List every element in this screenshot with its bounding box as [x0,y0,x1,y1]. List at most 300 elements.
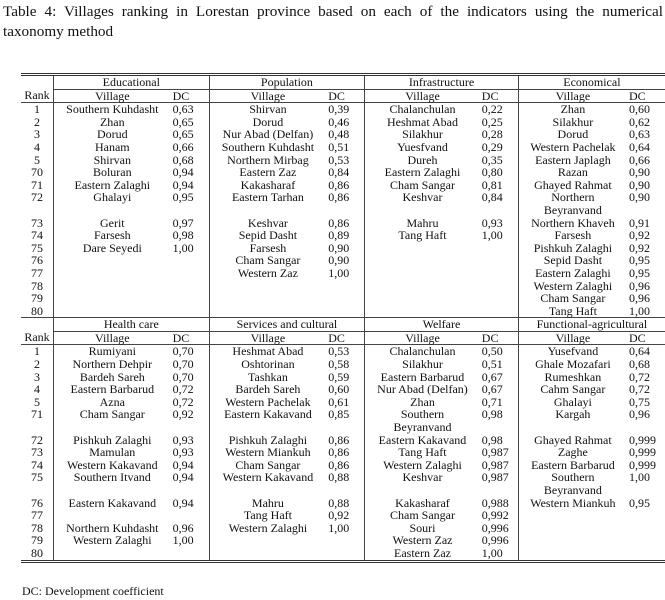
dc-cell: 0,53 [326,345,365,358]
rank-cell: 79 [21,292,54,305]
table-row [21,141,665,154]
village-cell: Dare Seyedi [82,240,142,255]
village-cell [209,534,326,547]
dc-cell: 1,00 [326,267,365,280]
village-cell: Cham Sangar [235,253,301,268]
dc-cell: 0,25 [480,116,519,129]
village-cell: Bardeh Sareh [235,382,301,397]
rank-cell: 3 [21,371,54,384]
dc-header: DC [627,331,665,345]
dc-cell: 0,59 [326,371,365,384]
village-cell: Tang Haft [243,508,292,523]
village-cell: Dorud [96,127,128,142]
dc-cell: 0,98 [171,229,210,242]
rank-cell: 2 [21,358,54,371]
village-cell [365,267,480,280]
dc-cell: 0,98 [480,408,519,433]
dc-cell: 0,95 [629,265,650,280]
indicator-group-header: Welfare [365,318,519,332]
village-header: Village [518,331,627,345]
dc-cell: 0,92 [629,228,650,243]
dc-cell [171,280,210,293]
village-cell: Pishkuh Zalaghi [73,432,152,447]
village-cell: Heshmat Abad [387,114,458,129]
table-row [21,229,665,242]
village-cell: Cham Sangar [79,407,145,422]
dc-cell: 0,90 [629,190,650,205]
village-cell: Eastern Zalaghi [535,265,611,280]
table-row [21,509,665,522]
dc-cell: 1,00 [480,229,519,242]
dc-cell: 0,68 [171,154,210,167]
rank-cell: 3 [21,128,54,141]
dc-cell: 1,00 [629,303,650,318]
rank-cell: 79 [21,534,54,547]
village-cell [365,292,480,305]
table-row [21,358,665,371]
dc-cell: 0,58 [326,358,365,371]
dc-cell: 0,51 [480,358,519,371]
dc-cell: 0,91 [629,215,650,230]
village-cell [54,509,171,522]
rank-header: Rank [21,331,54,345]
village-cell: Southern Beyranvand [543,470,602,497]
rank-cell: 72 [21,434,54,447]
rank-cell: 74 [21,229,54,242]
indicator-group-header: Functional-agricultural [518,318,665,332]
village-cell [365,254,480,267]
dc-cell: 0,84 [326,166,365,179]
village-cell: Farsesh [249,240,287,255]
indicator-group-header: Health care [54,318,210,332]
dc-cell: 0,39 [326,103,365,116]
village-cell: Western Pachelak [530,139,616,154]
indicator-group-header: Population [209,75,365,90]
dc-cell: 0,94 [171,459,210,472]
village-cell: Western Miankuh [225,445,311,460]
rank-cell: 77 [21,509,54,522]
village-cell: Western Zalaghi [228,520,308,535]
dc-cell: 0,63 [171,103,210,116]
village-cell: Northern Beyranvand [543,190,602,217]
rank-cell: 77 [21,267,54,280]
village-header: Village [54,331,171,345]
village-cell: Hanam [94,139,130,154]
dc-cell: 0,86 [326,446,365,459]
village-cell: Southern Itvand [73,470,151,485]
village-cell [209,292,326,305]
dc-cell: 0,70 [171,371,210,384]
rank-cell: 5 [21,154,54,167]
village-cell [209,280,326,293]
village-cell [518,534,627,547]
village-cell: Souri [409,520,436,535]
dc-cell: 0,86 [326,434,365,447]
dc-cell: 0,90 [629,177,650,192]
village-cell: Northern Dehpir [72,357,153,372]
village-header: Village [365,331,480,345]
village-cell: Eastern Kakavand [68,495,157,510]
village-cell: Heshmat Abad [232,344,304,359]
village-cell: Dorud [557,127,589,142]
dc-cell: 0,46 [326,116,365,129]
village-cell: Ghalayi [93,190,132,205]
dc-cell: 0,64 [629,139,650,154]
village-cell: Western Zaz [237,265,298,280]
village-cell [54,280,171,293]
dc-cell [171,305,210,318]
column-header-row [21,331,665,345]
village-cell: Pishkuh Zalaghi [228,432,308,447]
dc-cell: 0,94 [171,179,210,192]
village-header: Village [209,89,326,103]
dc-cell: 0,86 [326,191,365,216]
village-cell: Bardeh Sareh [79,369,145,384]
rank-cell: 71 [21,179,54,192]
dc-cell: 0,93 [480,217,519,230]
village-cell: Kargah [555,407,591,422]
dc-cell: 0,67 [480,383,519,396]
rank-cell: 1 [21,103,54,116]
village-cell: Cham Sangar [540,291,606,306]
village-cell: Razan [557,165,588,180]
village-cell [54,305,171,318]
table-row [21,166,665,179]
group-header-row [21,75,665,90]
village-cell: Western Miankuh [530,495,616,510]
village-cell: Western Kakavand [66,457,158,472]
village-cell: Farsesh [93,228,131,243]
village-cell: Rumiyani [88,344,136,359]
dc-header: DC [480,331,519,345]
village-header: Village [365,89,480,103]
dc-cell: 1,00 [171,242,210,255]
village-cell: Yusefvand [547,344,599,359]
dc-cell: 0,999 [629,432,656,447]
column-header-row [21,89,665,103]
dc-cell: 0,88 [326,497,365,510]
village-cell: Western Zalaghi [533,278,613,293]
rank-cell: 76 [21,254,54,267]
dc-cell: 0,65 [171,116,210,129]
village-cell: Northern Kuhdasht [66,520,159,535]
dc-cell: 0,90 [326,242,365,255]
dc-cell: 0,90 [326,254,365,267]
village-cell: Eastern Japlagh [535,152,611,167]
rank-cell: 71 [21,408,54,433]
dc-cell [480,254,519,267]
dc-cell [326,305,365,318]
rank-cell: 80 [21,547,54,561]
dc-cell: 0,85 [326,408,365,433]
dc-cell: 0,60 [629,102,650,117]
dc-cell: 0,72 [171,383,210,396]
dc-cell: 0,86 [326,459,365,472]
dc-cell [480,267,519,280]
village-cell: Tang Haft [548,303,597,318]
dc-cell [627,534,665,547]
dc-cell: 0,28 [480,128,519,141]
village-cell [518,547,627,561]
village-cell: Eastern Kakavand [224,407,312,422]
village-cell: Northern Khaveh [531,215,615,230]
dc-cell: 0,72 [629,369,650,384]
dc-cell: 0,68 [629,357,650,372]
dc-cell: 1,00 [326,522,365,535]
dc-cell [171,509,210,522]
village-header: Village [54,89,171,103]
dc-cell: 0,96 [171,522,210,535]
rank-cell: 2 [21,116,54,129]
rank-cell: 75 [21,242,54,255]
village-cell: Yuesfvand [397,139,448,154]
dc-cell: 0,94 [171,166,210,179]
village-cell: Zaghe [557,445,588,460]
footnote: DC: Development coefficient [22,584,164,598]
village-cell: Farsesh [554,228,592,243]
dc-cell [326,280,365,293]
table-row [21,547,665,561]
table-row [21,103,665,116]
dc-cell: 0,999 [629,457,656,472]
village-cell: Nur Abad (Delfan) [377,382,468,397]
indicator-group-header: Services and cultural [209,318,365,332]
table-row [21,191,665,216]
dc-cell: 0,96 [629,291,650,306]
dc-cell: 0,35 [480,154,519,167]
village-cell [54,547,171,561]
dc-cell [627,522,665,535]
dc-header: DC [480,89,519,103]
dc-cell: 0,81 [480,179,519,192]
village-cell: Ghale Mozafari [535,357,611,372]
village-cell: Rumeshkan [544,369,602,384]
village-header: Village [209,331,326,345]
dc-cell: 0,992 [480,509,519,522]
village-cell [54,267,171,280]
dc-cell: 0,71 [480,396,519,409]
village-cell: Cham Sangar [390,508,455,523]
village-cell: Eastern Zalaghi [74,177,151,192]
group-header-row [21,318,665,332]
village-cell [518,522,627,535]
dc-cell [171,547,210,561]
dc-cell: 0,60 [326,383,365,396]
dc-cell: 0,987 [480,459,519,472]
dc-cell: 0,92 [171,408,210,433]
table-caption [3,2,663,42]
village-cell: Southern Kuhdasht [66,102,159,117]
dc-cell: 0,89 [326,229,365,242]
village-cell: Cahm Sangar [540,382,606,397]
village-cell: Nur Abad (Delfan) [222,127,314,142]
dc-cell: 1,00 [629,470,650,485]
dc-cell [171,254,210,267]
rank-cell: 75 [21,471,54,496]
table-row [21,305,665,318]
dc-cell: 0,64 [629,344,650,359]
rank-header-spacer [21,318,54,332]
village-cell [365,242,480,255]
village-cell: Keshvar [402,190,443,205]
village-cell [209,547,326,561]
village-cell: Shirvan [93,152,131,167]
dc-cell: 0,987 [480,446,519,459]
village-cell: Southern Kuhdasht [221,139,315,154]
dc-cell [326,547,365,561]
village-cell: Keshvar [247,215,288,230]
village-cell: Eastern Barbarud [380,369,465,384]
village-cell: Western Zalaghi [72,533,152,548]
village-cell: Silakhur [402,127,443,142]
indicator-group-header: Infrastructure [365,75,519,90]
village-cell: Eastern Zaz [365,547,480,561]
dc-cell: 1,00 [171,534,210,547]
rank-header: Rank [21,89,54,103]
dc-cell: 0,95 [629,253,650,268]
dc-cell: 0,92 [629,240,650,255]
dc-cell: 0,72 [171,396,210,409]
village-cell: Sepid Dasht [543,253,603,268]
ranking-table [21,73,665,563]
dc-cell: 0,80 [480,166,519,179]
village-cell: Zhan [99,114,125,129]
village-cell: Cham Sangar [235,457,301,472]
rank-cell: 4 [21,141,54,154]
village-cell: Western Kakavand [222,470,314,485]
village-cell: Dorud [252,114,284,129]
dc-cell: 0,65 [171,128,210,141]
dc-cell: 0,66 [629,152,650,167]
dc-cell [326,534,365,547]
dc-cell: 0,66 [171,141,210,154]
village-cell: Zhan [410,394,435,409]
dc-header: DC [627,89,665,103]
dc-cell: 0,22 [480,103,519,116]
dc-cell: 0,72 [629,382,650,397]
dc-cell: 0,93 [171,446,210,459]
dc-cell: 0,84 [480,191,519,216]
village-cell: Pishkuh Zalaghi [533,240,613,255]
rank-header-spacer [21,75,54,90]
village-cell: Tashkan [248,369,288,384]
dc-cell: 0,96 [629,278,650,293]
rank-cell: 78 [21,522,54,535]
dc-cell: 0,95 [629,495,650,510]
village-cell: Kakasharaf [240,177,296,192]
indicator-group-header: Educational [54,75,210,90]
dc-cell [326,292,365,305]
village-cell: Kakasharaf [395,495,450,510]
village-cell: Silakhur [552,114,594,129]
rank-cell: 4 [21,383,54,396]
dc-cell: 0,96 [629,407,650,422]
village-cell: Silakhur [402,357,443,372]
dc-header: DC [171,89,210,103]
village-cell: Eastern Barbarud [70,382,155,397]
village-cell: Western Pachelak [225,394,311,409]
village-cell: Tang Haft [398,228,447,243]
village-cell: Ghayed Rahmat [534,432,612,447]
village-cell [365,280,480,293]
village-cell: Northern Mirbag [227,152,309,167]
village-cell [54,292,171,305]
rank-cell: 73 [21,217,54,230]
dc-cell: 0,93 [171,434,210,447]
table-row [21,471,665,496]
village-cell: Western Zaz [392,533,453,548]
village-cell: Eastern Kakavand [378,432,467,447]
dc-cell: 0,987 [480,471,519,496]
village-cell: Cham Sangar [390,177,455,192]
dc-cell: 0,29 [480,141,519,154]
village-cell: Gerit [99,215,125,230]
dc-cell: 0,61 [326,396,365,409]
dc-cell: 0,53 [326,154,365,167]
table-row [21,383,665,396]
rank-cell: 70 [21,166,54,179]
village-cell: Eastern Barbarud [531,457,615,472]
dc-cell: 0,97 [171,217,210,230]
village-cell: Mamulan [89,445,136,460]
village-cell: Chalanchulan [389,344,456,359]
village-cell [518,509,627,522]
rank-cell: 76 [21,497,54,510]
dc-cell: 1,00 [480,547,519,561]
dc-cell: 0,75 [629,394,650,409]
table-row [21,446,665,459]
village-cell: Western Zalaghi [383,457,462,472]
dc-cell: 0,70 [171,358,210,371]
dc-cell: 0,62 [629,114,650,129]
dc-cell [627,509,665,522]
village-cell: Shirvan [249,102,287,117]
village-cell: Sepid Dasht [238,228,298,243]
table-row [21,292,665,305]
dc-cell: 0,996 [480,522,519,535]
dc-cell: 0,48 [326,128,365,141]
village-cell [209,305,326,318]
dc-cell: 0,996 [480,534,519,547]
caption-line-1: Table 4: Villages ranking in Lorestan province based on each of the indicators using the numerical [3,3,663,20]
village-cell: Chalanchulan [389,102,456,117]
dc-cell [480,280,519,293]
dc-cell [627,547,665,561]
dc-header: DC [326,331,365,345]
village-cell: Ghayed Rahmat [534,177,612,192]
caption-line-2: taxonomy method [3,23,114,40]
dc-cell: 0,70 [171,345,210,358]
village-cell: Mahru [406,215,439,230]
dc-header: DC [326,89,365,103]
dc-cell: 0,88 [326,471,365,496]
village-cell: Southern Beyranvand [393,407,452,435]
indicator-group-header: Economical [518,75,665,90]
village-cell: Eastern Zaz [239,165,297,180]
dc-cell: 0,94 [171,497,210,510]
village-cell: Zhan [560,102,586,117]
village-header: Village [518,89,627,103]
village-cell: Tang Haft [398,445,447,460]
dc-cell: 0,90 [629,165,650,180]
dc-cell: 0,94 [171,471,210,496]
dc-cell [171,267,210,280]
dc-cell [480,292,519,305]
dc-cell: 0,92 [326,509,365,522]
dc-cell: 0,86 [326,217,365,230]
rank-cell: 72 [21,191,54,216]
dc-header: DC [171,331,210,345]
